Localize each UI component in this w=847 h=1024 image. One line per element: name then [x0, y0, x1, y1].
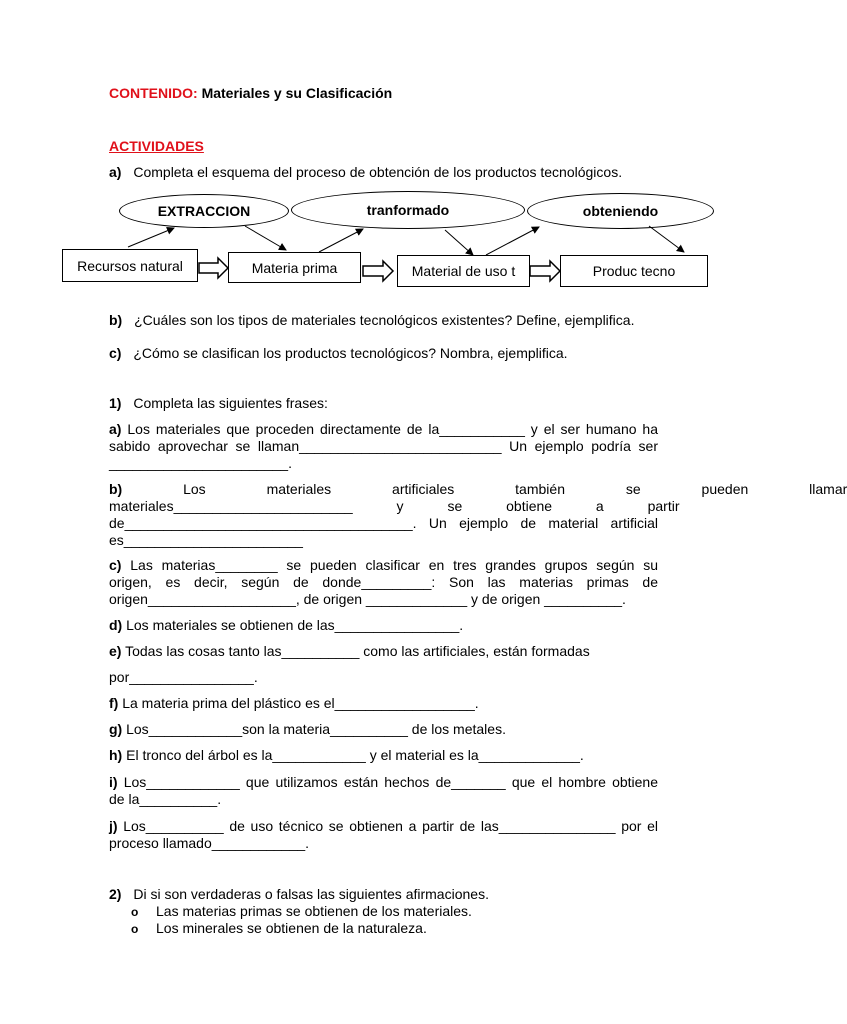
- item-c-text: ¿Cómo se clasifican los productos tecnológicos? Nombra, ejemplifica.: [133, 345, 568, 361]
- arrow-to-materia-prima: [245, 226, 286, 250]
- q-h-text: El tronco del árbol es la____________ y el material es la_____________.: [126, 747, 584, 763]
- q-a-line-3: _______________________.: [109, 455, 292, 471]
- ellipse-tranformado: tranformado: [291, 191, 525, 229]
- item-c: [109, 345, 568, 361]
- item-b: [109, 312, 634, 328]
- q-j-line-1: [109, 818, 658, 834]
- q-c-line-1: [109, 557, 658, 573]
- bullet-icon: o: [131, 922, 139, 936]
- q-a-letter: a): [109, 421, 122, 437]
- q-i-line-2: de la__________.: [109, 791, 222, 807]
- ellipse-extraccion: EXTRACCION: [119, 194, 289, 228]
- q-d-text: Los materiales se obtienen de las________________.: [126, 617, 464, 633]
- block-arrow-2: [363, 261, 393, 281]
- q-c-line-3: origen___________________, de origen _____________ y de origen __________.: [109, 591, 626, 607]
- contenido-title: Materiales y su Clasificación: [201, 85, 393, 101]
- q-b-line-4: es_______________________: [109, 532, 303, 548]
- q-d-letter: d): [109, 617, 123, 633]
- bullet-icon: o: [131, 905, 139, 919]
- q-g-letter: g): [109, 721, 123, 737]
- contenido-label: CONTENIDO:: [109, 85, 198, 101]
- q-i-line-1: [109, 774, 658, 790]
- item-a-letter: a): [109, 164, 122, 180]
- q-a-line-2: sabido aprovechar se llaman__________________________ Un ejemplo podría ser: [109, 438, 658, 454]
- block-arrow-3: [530, 261, 560, 281]
- q-i-line-1-text: Los____________ que utilizamos están hechos de_______ que el hombre obtiene: [123, 774, 658, 790]
- section-1-number: 1): [109, 395, 122, 411]
- ellipse-obteniendo: obteniendo: [527, 193, 714, 229]
- q-c-line-2: origen, es decir, según de donde_________: Son las materias primas de: [109, 574, 658, 590]
- q-e-letter: e): [109, 643, 122, 659]
- section-2-item-1: Las materias primas se obtienen de los materiales.: [156, 903, 472, 919]
- q-d: [109, 617, 463, 633]
- q-j-line-2: proceso llamado____________.: [109, 835, 310, 851]
- q-g: [109, 721, 506, 737]
- section-1-text: Completa las siguientes frases:: [133, 395, 328, 411]
- q-h-letter: h): [109, 747, 123, 763]
- arrow-to-extraccion: [128, 228, 174, 247]
- q-g-text: Los____________son la materia__________ de los metales.: [126, 721, 506, 737]
- section-1-heading: [109, 395, 328, 411]
- q-a-line-1: [109, 421, 658, 437]
- item-b-letter: b): [109, 312, 123, 328]
- q-e-line-2: por________________.: [109, 669, 258, 685]
- q-e-line-1: [109, 643, 590, 659]
- item-a-text: Completa el esquema del proceso de obtención de los productos tecnológicos.: [133, 164, 623, 180]
- section-2-number: 2): [109, 886, 122, 902]
- section-2-item-2: Los minerales se obtienen de la naturaleza.: [156, 920, 427, 936]
- arrow-to-material-uso: [445, 230, 473, 255]
- item-b-text: ¿Cuáles son los tipos de materiales tecnológicos existentes? Define, ejemplifica.: [134, 312, 635, 328]
- q-c-letter: c): [109, 557, 122, 573]
- box-material-uso: Material de uso t: [397, 255, 530, 287]
- actividades-heading: ACTIVIDADES: [109, 138, 204, 154]
- q-b-letter: b): [109, 481, 123, 497]
- arrow-to-produc-tecno: [649, 226, 684, 252]
- q-h: [109, 747, 584, 763]
- q-f-text: La materia prima del plástico es el__________________.: [122, 695, 479, 711]
- box-materia-prima: Materia prima: [228, 252, 361, 283]
- q-i-letter: i): [109, 774, 118, 790]
- q-f: [109, 695, 479, 711]
- q-b-line-1: [109, 481, 847, 497]
- arrow-to-tranformado: [319, 229, 363, 252]
- q-j-letter: j): [109, 818, 118, 834]
- block-arrow-1: [199, 258, 228, 278]
- arrow-to-obteniendo: [486, 227, 539, 255]
- q-e-line-1-text: Todas las cosas tanto las__________ como las artificiales, están formadas: [125, 643, 590, 659]
- q-a-line-1-text: Los materiales que proceden directamente de la___________ y el ser humano ha: [127, 421, 659, 437]
- section-2-text: Di si son verdaderas o falsas las siguientes afirmaciones.: [133, 886, 489, 902]
- box-produc-tecno: Produc tecno: [560, 255, 708, 287]
- q-b-line-3: de_____________________________________. Un ejemplo de material artificial: [109, 515, 658, 531]
- item-c-letter: c): [109, 345, 122, 361]
- q-c-line-1-text: Las materias________ se pueden clasificar en tres grandes grupos según su: [130, 557, 659, 573]
- q-j-line-1-text: Los__________ de uso técnico se obtienen a partir de las_______________ por el: [123, 818, 658, 834]
- section-2-heading: [109, 886, 489, 902]
- box-recursos-natural: Recursos natural: [62, 249, 198, 282]
- q-f-letter: f): [109, 695, 119, 711]
- q-b-line-1-text: Los materiales artificiales también se pueden llamar: [183, 481, 847, 497]
- q-b-line-2: materiales_______________________ y se obtiene a partir: [109, 498, 680, 514]
